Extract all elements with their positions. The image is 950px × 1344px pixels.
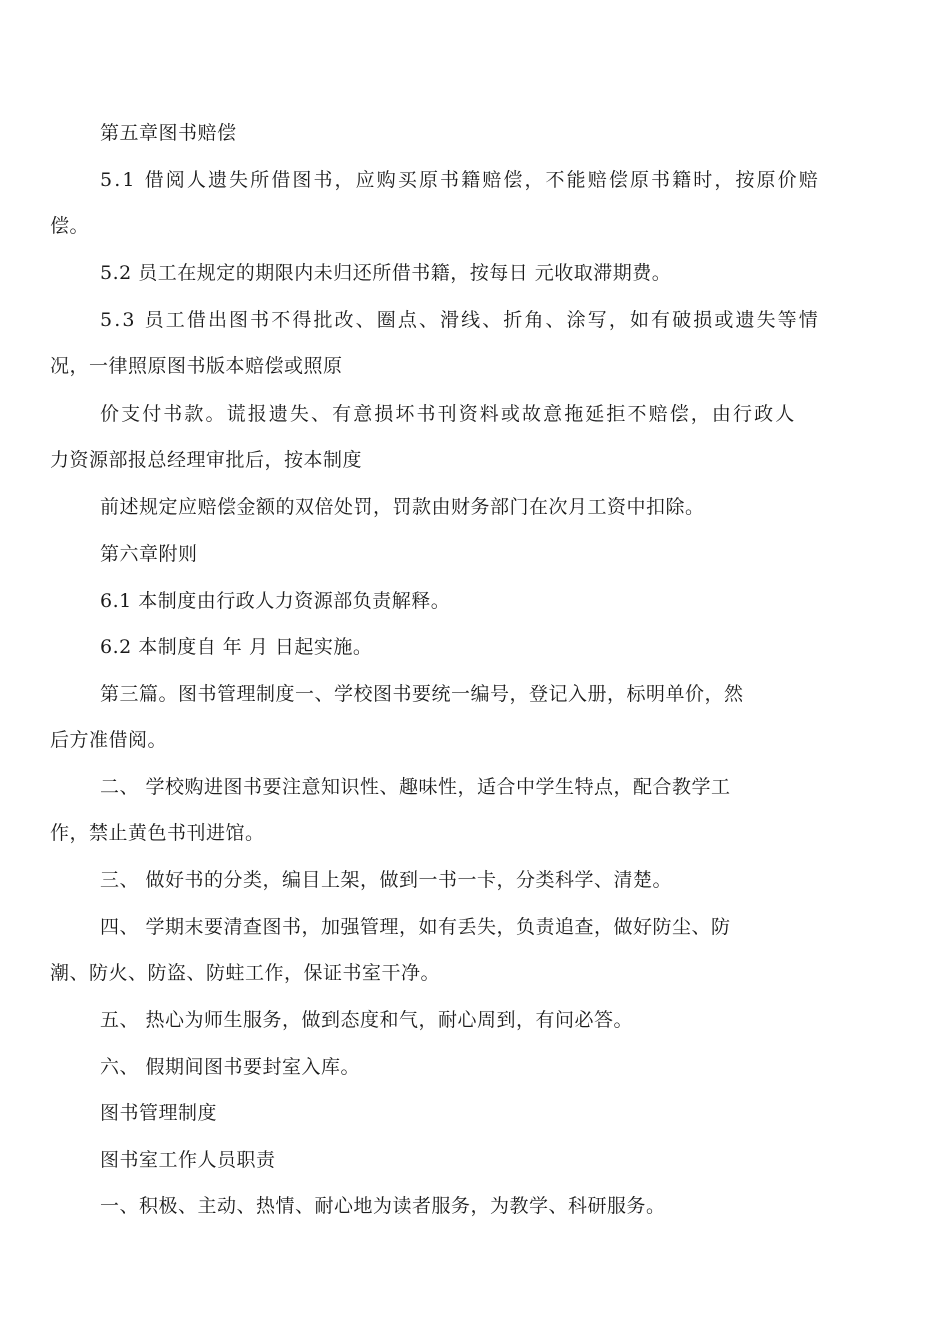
text-line: 图书管理制度 [100, 1102, 218, 1124]
rule-6 [50, 1044, 902, 1090]
text-line: 潮、防火、防盗、防蛀工作，保证书室干净。 [50, 962, 441, 984]
text-line: 第六章附则 [100, 543, 198, 565]
clause-5-1 [50, 157, 902, 249]
text-line: 第三篇。图书管理制度一、学校图书要统一编号，登记入册，标明单价，然 [100, 683, 744, 705]
rule-3 [50, 857, 902, 903]
text-line: 三、 做好书的分类，编目上架，做到一书一卡，分类科学、清楚。 [100, 869, 673, 891]
clause-5-2 [50, 250, 902, 296]
rule-4 [50, 904, 902, 996]
part-3-intro [50, 671, 902, 763]
clause-5-3 [50, 297, 902, 389]
text-line: 5.1 借阅人遗失所借图书，应购买原书籍赔偿，不能赔偿原书籍时，按原价赔 [100, 169, 820, 191]
text-line: 二、 学校购进图书要注意知识性、趣味性，适合中学生特点，配合教学工 [100, 776, 731, 798]
rule-2 [50, 764, 902, 856]
text-line: 一、积极、主动、热情、耐心地为读者服务，为教学、科研服务。 [100, 1195, 666, 1217]
clause-5-3-penalty [50, 484, 902, 530]
text-line: 6.2 本制度自 年 月 日起实施。 [100, 636, 373, 658]
text-line: 后方准借阅。 [50, 729, 168, 751]
duty-1 [50, 1183, 902, 1229]
text-line: 价支付书款。谎报遗失、有意损坏书刊资料或故意拖延拒不赔偿，由行政人 [100, 403, 797, 425]
chapter-6-heading [50, 531, 902, 577]
text-line: 5.2 员工在规定的期限内未归还所借书籍，按每日 元收取滞期费。 [100, 262, 672, 284]
text-line: 力资源部报总经理审批后，按本制度 [50, 449, 363, 471]
text-line: 作，禁止黄色书刊进馆。 [50, 822, 265, 844]
rule-5 [50, 997, 902, 1043]
clause-6-2 [50, 624, 902, 670]
text-line: 六、 假期间图书要封室入库。 [100, 1056, 361, 1078]
text-line: 况，一律照原图书版本赔偿或照原 [50, 355, 343, 377]
text-line: 前述规定应赔偿金额的双倍处罚，罚款由财务部门在次月工资中扣除。 [100, 496, 705, 518]
section-heading-library-rules [50, 1090, 902, 1136]
text-line: 6.1 本制度由行政人力资源部负责解释。 [100, 590, 451, 612]
text-line: 四、 学期末要清查图书，加强管理，如有丢失，负责追查，做好防尘、防 [100, 916, 731, 938]
text-line: 偿。 [50, 215, 90, 237]
text-line: 第五章图书赔偿 [100, 122, 237, 144]
chapter-5-heading [50, 110, 902, 156]
clause-5-3-continued [50, 391, 902, 483]
clause-6-1 [50, 578, 902, 624]
text-line: 五、 热心为师生服务，做到态度和气，耐心周到，有问必答。 [100, 1009, 634, 1031]
section-heading-staff-duties [50, 1137, 902, 1183]
text-line: 图书室工作人员职责 [100, 1149, 276, 1171]
text-line: 5.3 员工借出图书不得批改、圈点、滑线、折角、涂写，如有破损或遗失等情 [100, 309, 820, 331]
